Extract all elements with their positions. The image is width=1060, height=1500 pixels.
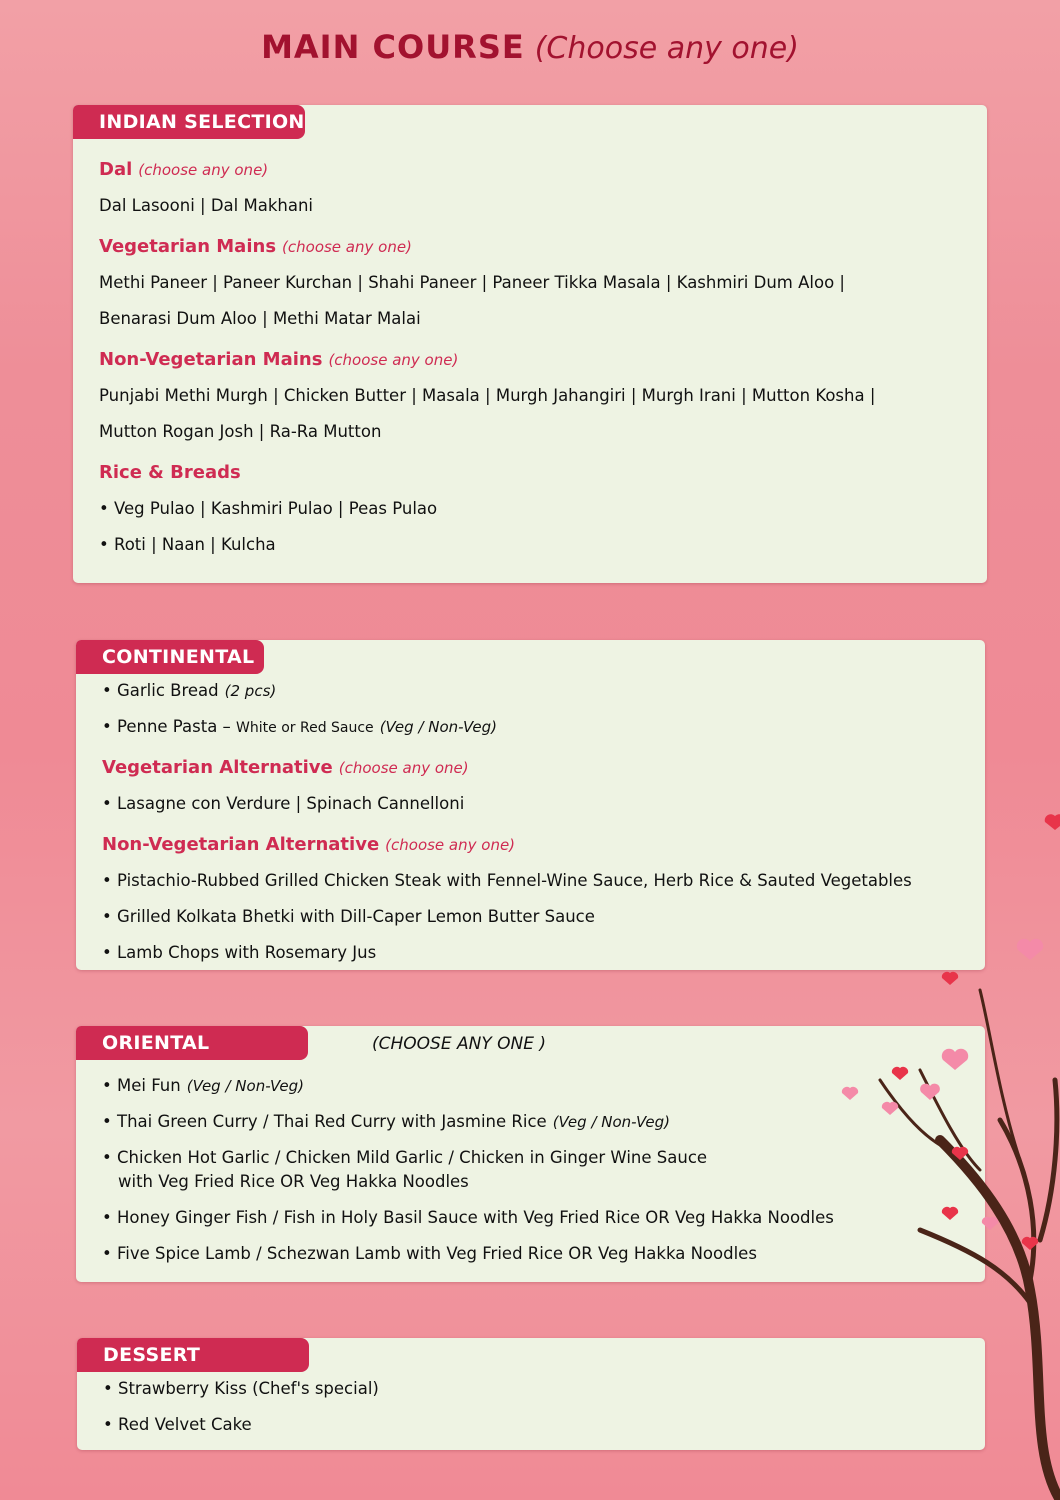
subsection-heading — [99, 224, 967, 265]
item-name: Honey Ginger Fish / Fish in Holy Basil Sauce with Veg Fried Rice OR Veg Hakka Noodles — [116, 1208, 834, 1227]
bullet-icon: • — [99, 499, 114, 518]
menu-item — [99, 527, 967, 563]
item-note: (choose any one) — [138, 161, 269, 179]
item-name: Veg Pulao | Kashmiri Pulao | Peas Pulao — [113, 499, 438, 518]
item-name: Pistachio-Rubbed Grilled Chicken Steak with Fennel-Wine Sauce, Herb Rice & Sauted Vegetables — [116, 871, 912, 890]
menu-text — [99, 188, 967, 224]
item-name: Five Spice Lamb / Schezwan Lamb with Veg Fried Rice OR Veg Hakka Noodles — [116, 1244, 757, 1263]
subsection-heading — [99, 147, 967, 188]
subsection-title: Non-Vegetarian Mains — [99, 349, 323, 370]
title-sub: (Choose any one) — [534, 31, 799, 66]
subsection-title: Dal — [99, 159, 133, 180]
menu-text — [99, 301, 967, 337]
bullet-icon: • — [102, 1112, 117, 1131]
item-name: Methi Paneer | Paneer Kurchan | Shahi Paneer | Paneer Tikka Masala | Kashmiri Dum Aloo | — [99, 273, 845, 292]
item-name: Garlic Bread — [116, 681, 219, 700]
bullet-icon: • — [102, 907, 117, 926]
section-tab: CONTINENTAL — [76, 640, 264, 674]
bullet-icon: • — [102, 871, 117, 890]
section-indian — [73, 105, 987, 583]
item-note: (Veg / Non-Veg) — [379, 718, 497, 736]
bullet-icon: • — [102, 1148, 117, 1167]
bullet-icon: • — [99, 535, 114, 554]
item-name: Mutton Rogan Josh | Ra-Ra Mutton — [99, 422, 382, 441]
bullet-icon: • — [102, 1244, 117, 1263]
item-name: Red Velvet Cake — [117, 1415, 252, 1434]
subsection-title: Rice & Breads — [99, 462, 241, 483]
item-note: (choose any one) — [282, 238, 412, 256]
subsection-heading — [99, 337, 967, 378]
item-name: Lamb Chops with Rosemary Jus — [116, 943, 377, 962]
item-name: Grilled Kolkata Bhetki with Dill-Caper Lemon Butter Sauce — [116, 907, 595, 926]
item-name: Roti | Naan | Kulcha — [113, 535, 276, 554]
item-name: Strawberry Kiss (Chef's special) — [117, 1379, 379, 1398]
item-name: Mei Fun — [116, 1076, 181, 1095]
bullet-icon: • — [102, 794, 117, 813]
page-title — [0, 28, 1060, 66]
bullet-icon: • — [103, 1415, 118, 1434]
bullet-icon: • — [102, 943, 117, 962]
item-note: (choose any one) — [338, 759, 469, 777]
bullet-icon: • — [103, 1379, 118, 1398]
item-name: Thai Green Curry / Thai Red Curry with Jasmine Rice — [116, 1112, 547, 1131]
subsection-title: Vegetarian Alternative — [102, 757, 333, 778]
bullet-icon: • — [102, 717, 117, 736]
section-tab: INDIAN SELECTION — [73, 105, 305, 139]
subsection-title: Vegetarian Mains — [99, 236, 277, 257]
item-note: (Veg / Non-Veg) — [186, 1077, 304, 1095]
bullet-icon: • — [102, 681, 117, 700]
menu-text — [99, 414, 967, 450]
item-name: Penne Pasta – — [116, 717, 237, 736]
bullet-icon: • — [102, 1076, 117, 1095]
item-name: Dal Lasooni | Dal Makhani — [99, 196, 313, 215]
menu-text — [99, 265, 967, 301]
item-name: Lasagne con Verdure | Spinach Cannelloni — [116, 794, 465, 813]
item-name: Chicken Hot Garlic / Chicken Mild Garlic / Chicken in Ginger Wine Sauce — [116, 1148, 708, 1167]
bullet-icon: • — [102, 1208, 117, 1227]
subsection-heading — [102, 745, 965, 786]
item-note: (choose any one) — [385, 836, 516, 854]
menu-item — [102, 709, 965, 745]
heart-tree-illustration — [830, 810, 1060, 1500]
item-name: Punjabi Methi Murgh | Chicken Butter | Masala | Murgh Jahangiri | Murgh Irani | Mutton Kosha | — [99, 386, 876, 405]
subsection-heading — [99, 450, 967, 491]
item-note: (2 pcs) — [224, 682, 277, 700]
menu-item — [99, 491, 967, 527]
menu-item — [102, 673, 965, 709]
item-continuation: with Veg Fried Rice OR Veg Hakka Noodles — [118, 1172, 469, 1191]
item-note: (choose any one) — [328, 351, 459, 369]
section-tab: ORIENTAL — [76, 1026, 308, 1060]
item-note: (Veg / Non-Veg) — [552, 1113, 670, 1131]
item-name: Benarasi Dum Aloo | Methi Matar Malai — [99, 309, 421, 328]
title-main: MAIN COURSE — [261, 28, 525, 66]
section-tab: DESSERT — [77, 1338, 309, 1372]
item-detail: White or Red Sauce — [236, 720, 374, 736]
subsection-title: Non-Vegetarian Alternative — [102, 834, 380, 855]
section-tab-note: (CHOOSE ANY ONE ) — [372, 1034, 546, 1054]
section-content — [99, 147, 967, 563]
menu-text — [99, 378, 967, 414]
